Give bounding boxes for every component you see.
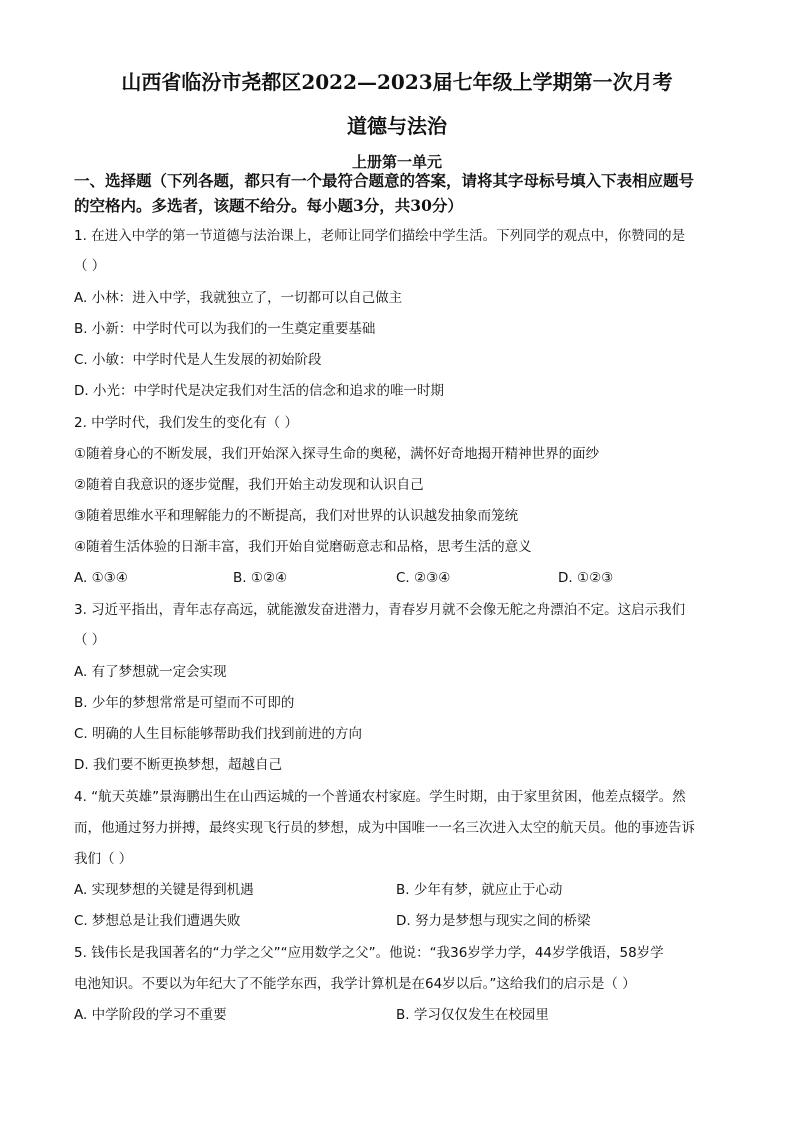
q2-stem: 2. 中学时代，我们发生的变化有（ ）	[74, 415, 298, 431]
q4-option-d: D. 努力是梦想与现实之间的桥梁	[396, 913, 591, 929]
q1-option-b: B. 小新：中学时代可以为我们的一生奠定重要基础	[74, 321, 376, 337]
q4-stem-line3: 我们（ ）	[74, 851, 133, 867]
q2-statement-4: ④随着生活体验的日渐丰富，我们开始自觉磨砺意志和品格，思考生活的意义	[74, 539, 532, 555]
q2-option-d: D. ①②③	[558, 570, 614, 586]
q2-statement-1: ①随着身心的不断发展，我们开始深入探寻生命的奥秘，满怀好奇地揭开精神世界的面纱	[74, 446, 600, 462]
q4-option-b: B. 少年有梦，就应止于心动	[396, 882, 563, 898]
q3-blank: （ ）	[74, 632, 106, 648]
q3-option-b: B. 少年的梦想常常是可望而不可即的	[74, 695, 295, 711]
section-heading-line2: 的空格内。多选者，该题不给分。每小题3分，共30分）	[74, 196, 463, 215]
section-heading-line1: 一、选择题（下列各题，都只有一个最符合题意的答案，请将其字母标号填入下表相应题号	[74, 171, 695, 190]
q4-option-c: C. 梦想总是让我们遭遇失败	[74, 913, 241, 929]
q5-stem-line1: 5. 钱伟长是我国著名的“力学之父”“应用数学之父”。他说：“我36岁学力学，44岁学俄语，58岁学	[74, 945, 664, 961]
q2-statement-3: ③随着思维水平和理解能力的不断提高，我们对世界的认识越发抽象而笼统	[74, 508, 519, 524]
exam-title: 山西省临汾市尧都区2022—2023届七年级上学期第一次月考	[121, 70, 673, 94]
unit-subtitle: 上册第一单元	[351, 153, 442, 171]
q5-stem-line2: 电池知识。不要以为年纪大了不能学东西，我学计算机是在64岁以后。”这给我们的启示是（ ）	[74, 976, 636, 992]
q3-option-a: A. 有了梦想就一定会实现	[74, 664, 227, 680]
q4-stem-line1: 4. “航天英雄”景海鹏出生在山西运城的一个普通农村家庭。学生时期，由于家里贫困，他差点辍学。然	[74, 789, 686, 805]
q1-option-c: C. 小敏：中学时代是人生发展的初始阶段	[74, 352, 322, 368]
q3-option-d: D. 我们要不断更换梦想，超越自己	[74, 757, 282, 773]
q1-option-a: A. 小林：进入中学，我就独立了，一切都可以自己做主	[74, 290, 403, 306]
q2-option-a: A. ①③④	[74, 570, 128, 586]
q1-option-d: D. 小光：中学时代是决定我们对生活的信念和追求的唯一时期	[74, 383, 444, 399]
subject-title: 道德与法治	[347, 114, 447, 138]
q2-option-b: B. ①②④	[233, 570, 288, 586]
q2-option-c: C. ②③④	[396, 570, 451, 586]
q1-stem: 1. 在进入中学的第一节道德与法治课上，老师让同学们描绘中学生活。下列同学的观点中，你赞同的是	[74, 228, 686, 244]
q2-statement-2: ②随着自我意识的逐步觉醒，我们开始主动发现和认识自己	[74, 477, 424, 493]
q4-option-a: A. 实现梦想的关键是得到机遇	[74, 882, 254, 898]
q3-option-c: C. 明确的人生目标能够帮助我们找到前进的方向	[74, 726, 363, 742]
q1-blank: （ ）	[74, 258, 106, 274]
q5-option-b: B. 学习仅仅发生在校园里	[396, 1007, 549, 1023]
q3-stem: 3. 习近平指出，青年志存高远，就能激发奋进潜力，青春岁月就不会像无舵之舟漂泊不定。这启示我们	[74, 602, 686, 618]
q4-stem-line2: 而，他通过努力拼搏，最终实现飞行员的梦想，成为中国唯一一名三次进入太空的航天员。他的事迹告诉	[74, 820, 695, 836]
q5-option-a: A. 中学阶段的学习不重要	[74, 1007, 227, 1023]
